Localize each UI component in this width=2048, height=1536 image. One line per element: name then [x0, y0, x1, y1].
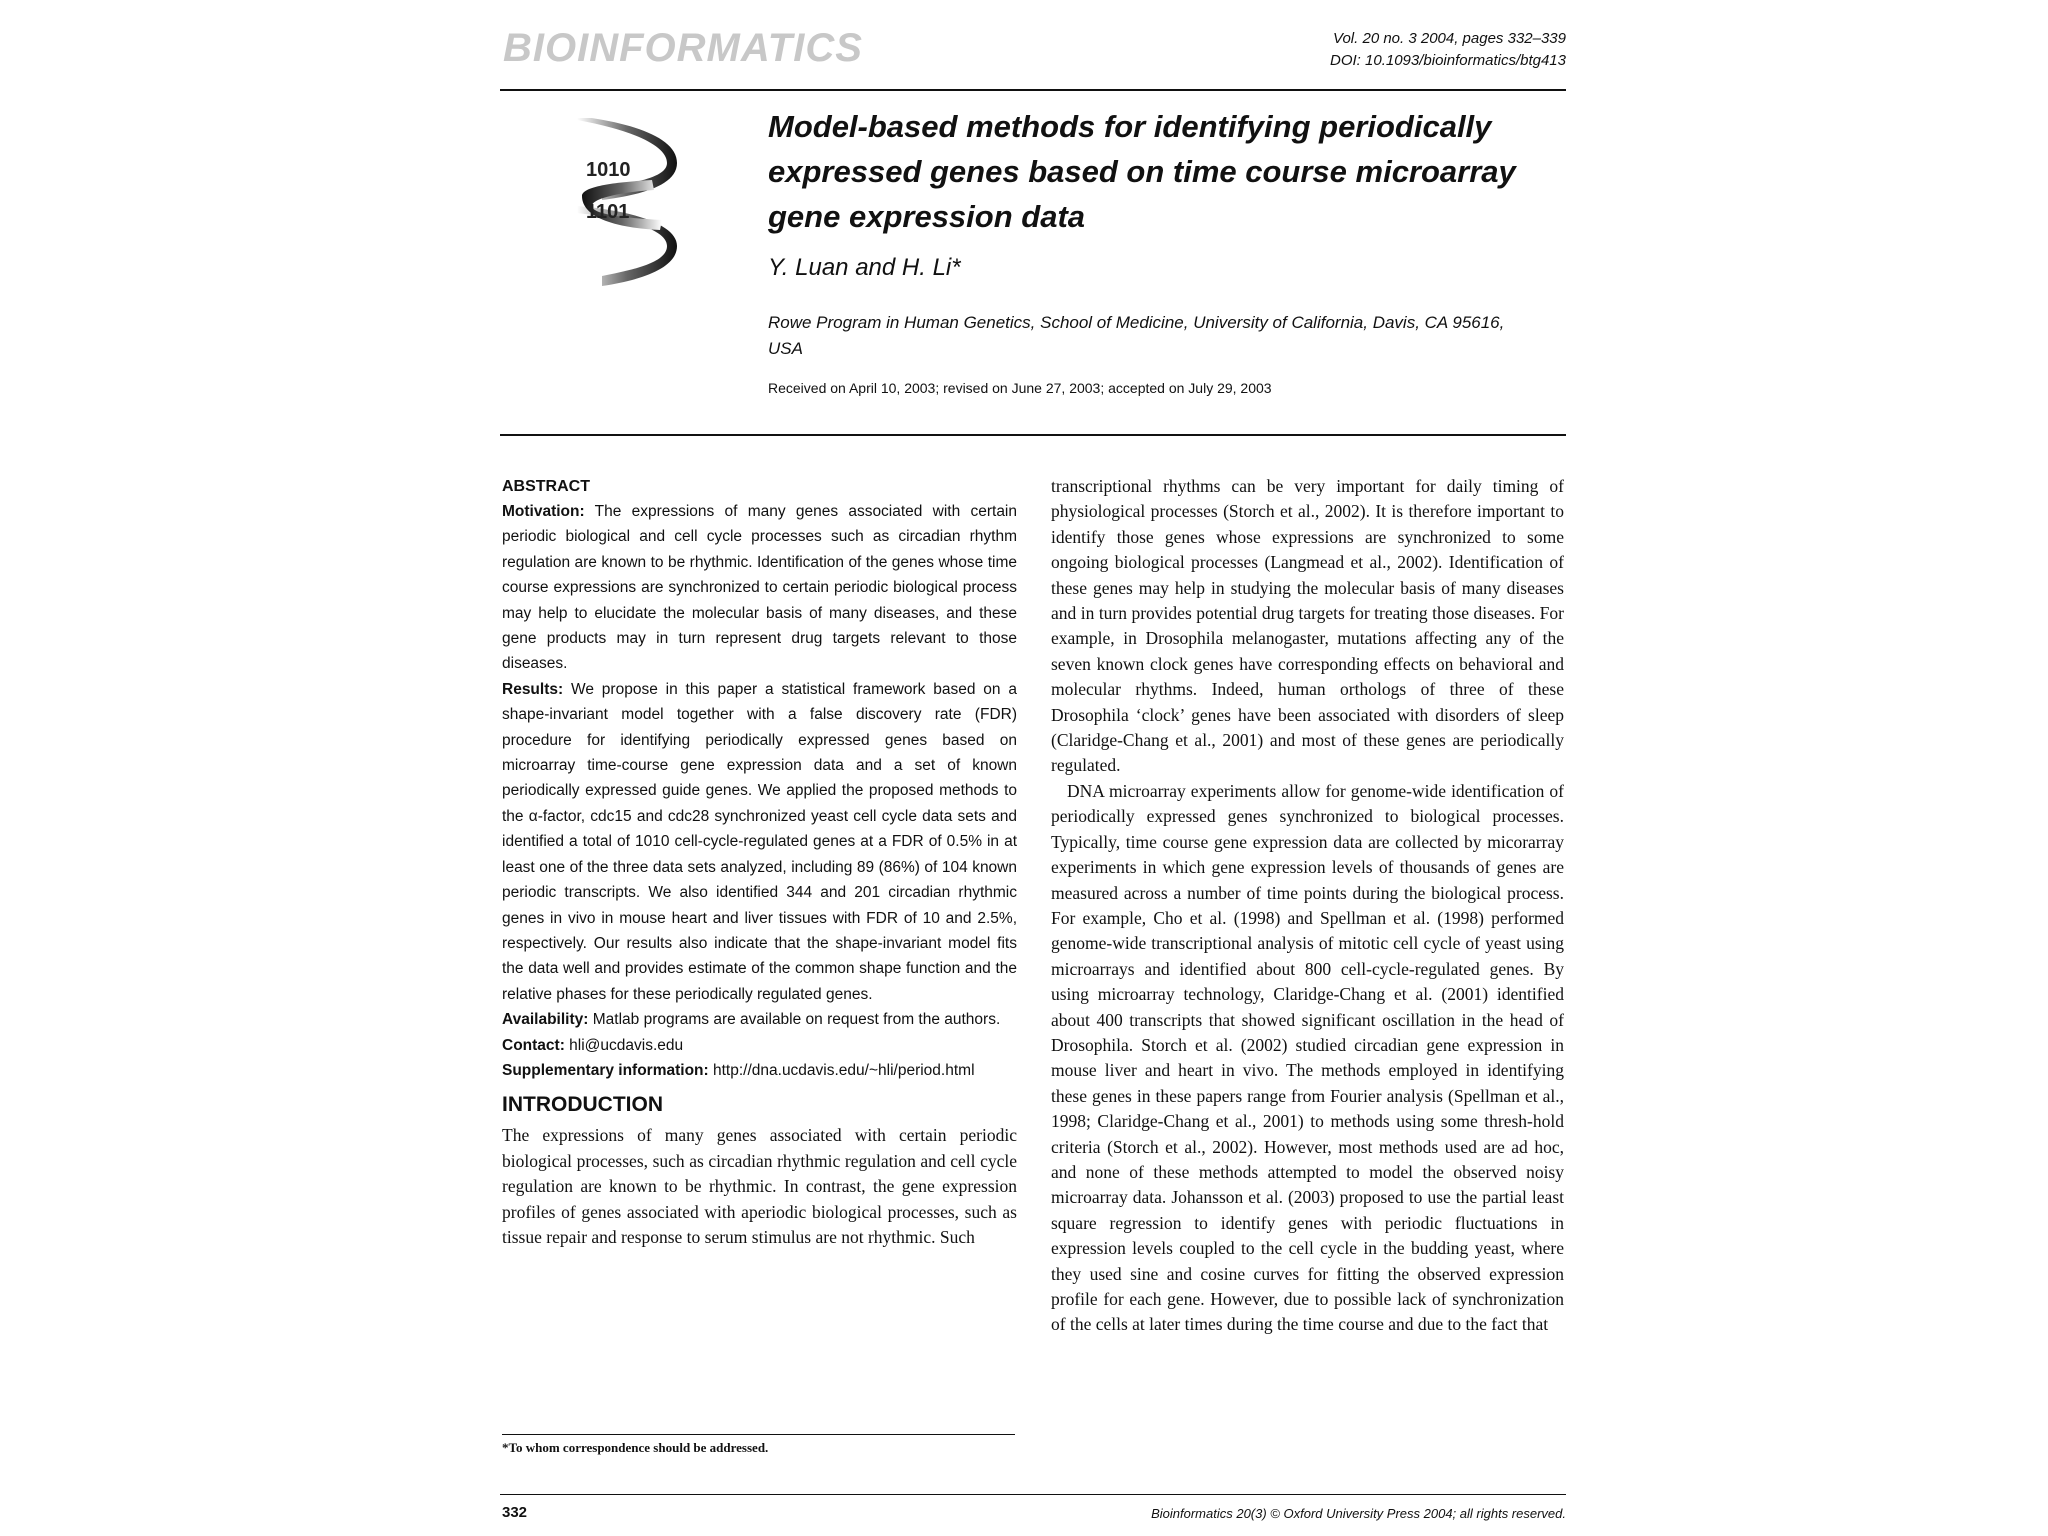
- contact-label: Contact:: [502, 1036, 565, 1054]
- title-rule: [500, 434, 1566, 436]
- author-affiliation: Rowe Program in Human Genetics, School of Medicine, University of California, Davis, CA 95616, USA: [768, 313, 1505, 358]
- availability-text: Matlab programs are available on request from the authors.: [592, 1011, 1001, 1029]
- contact-email[interactable]: hli@ucdavis.edu: [569, 1036, 684, 1054]
- abstract-availability: [502, 1007, 1017, 1032]
- availability-label: Availability:: [502, 1011, 589, 1029]
- supplementary-label: Supplementary information:: [502, 1061, 709, 1079]
- introduction-paragraph: The expressions of many genes associated with certain periodic biological processes, such as circadian rhythmic regulation and cell cycle regulation are known to be rhythmic. In contrast, the gene expression profiles of genes associated with aperiodic biological processes, such as tissue repair and response to serum stimulus are not rhythmic. Such: [502, 1125, 1017, 1247]
- right-paragraph-1: transcriptional rhythms can be very important for daily timing of physiological processes (Storch et al., 2002). It is therefore important to identify those genes whose expressions are synchronized to some ongoing biological processes (Langmead et al., 2002). Identification of these genes may help in studying the molecular basis of many diseases and in turn provides potential drug targets for treating those diseases. For example, in Drosophila melanogaster, mutations affecting any of the seven known clock genes have corresponding effects on behavioral and molecular rhythms. Indeed, human orthologs of three of these Drosophila ‘clock’ genes have been associated with disorders of sleep (Claridge-Chang et al., 2001) and most of these genes are periodically regulated.: [1051, 476, 1564, 776]
- abstract-heading: ABSTRACT: [502, 478, 590, 495]
- logo-binary-row1: 1010: [586, 159, 631, 181]
- doi-line: DOI: 10.1093/bioinformatics/btg413: [1330, 52, 1566, 69]
- right-column: [1051, 474, 1564, 1338]
- abstract: [502, 474, 1017, 1083]
- left-column: [502, 474, 1017, 1250]
- dna-helix-binary-icon: [572, 118, 682, 288]
- right-paragraph-2: DNA microarray experiments allow for genome-wide identification of periodically expressed genes synchronized to biological processes. Typically, time course gene expression data are collected by micorarray experiments in which gene expression levels of thousands of genes are measured across a number of time points during the biological process. For example, Cho et al. (1998) and Spellman et al. (1998) performed genome-wide transcriptional analysis of mitotic cell cycle of yeast using microarrays and identified about 800 cell-cycle-regulated genes. By using microarray technology, Claridge-Chang et al. (2001) identified about 400 transcripts that showed significant oscillation in the head of Drosophila. Storch et al. (2002) studied circadian gene expression in mouse liver and heart in vivo. The methods employed in identifying these genes in these papers range from Fourier analysis (Spellman et al., 1998; Claridge-Chang et al., 2001) to methods using some thresh-hold criteria (Storch et al., 2002). However, most methods used are ad hoc, and none of these methods attempted to model the observed noisy microarray data. Johansson et al. (2003) proposed to use the partial least square regression to identify genes with periodic fluctuations in expression levels coupled to the cell cycle in the budding yeast, where they used sine and cosine curves for fitting the observed expression profile for each gene. However, due to possible lack of synchronization of the cells at later times during the time course and due to the fact that: [1051, 780, 1564, 1335]
- abstract-contact: [502, 1033, 1017, 1058]
- journal-name: BIOINFORMATICS: [503, 26, 863, 70]
- introduction-body: [502, 1123, 1017, 1250]
- paper-page: [500, 0, 1566, 1536]
- footer-rule: [500, 1494, 1566, 1495]
- results-label: Results:: [502, 680, 564, 698]
- motivation-label: Motivation:: [502, 503, 585, 520]
- volume-info: [1330, 28, 1566, 72]
- copyright-line: Bioinformatics 20(3) © Oxford University Press 2004; all rights reserved.: [1151, 1506, 1566, 1521]
- results-text: We propose in this paper a statistical framework based on a shape-invariant model together with a false discovery rate (FDR) procedure for identifying periodically expressed genes based on microarray time-course gene expression data and a set of known periodically expressed guide genes. We applied the proposed methods to the α-factor, cdc15 and cdc28 synchronized yeast cell cycle data sets and identified a total of 1010 cell-cycle-regulated genes at a FDR of 0.5% in at least one of the three data sets analyzed, including 89 (86%) of 104 known periodic transcripts. We also identified 344 and 201 circadian rhythmic genes in vivo in mouse heart and liver tissues with FDR of 10 and 2.5%, respectively. Our results also indicate that the shape-invariant model fits the data well and provides estimate of the common shape function and the relative phases for these periodically regulated genes.: [502, 680, 1017, 1003]
- supplementary-link[interactable]: http://dna.ucdavis.edu/~hli/period.html: [713, 1061, 975, 1079]
- introduction-heading: INTRODUCTION: [502, 1093, 663, 1117]
- abstract-motivation: [502, 499, 1017, 677]
- logo-binary-row2: 1101: [586, 201, 630, 223]
- abstract-supplementary: [502, 1058, 1017, 1083]
- paper-authors: Y. Luan and H. Li*: [768, 254, 961, 281]
- abstract-results: [502, 677, 1017, 1007]
- correspondence-footnote: *To whom correspondence should be addressed.: [502, 1440, 769, 1455]
- page-number: 332: [502, 1504, 528, 1521]
- footnote-rule: [502, 1434, 1015, 1435]
- received-dates: Received on April 10, 2003; revised on June 27, 2003; accepted on July 29, 2003: [768, 380, 1272, 396]
- header-rule: [500, 89, 1566, 91]
- motivation-text: The expressions of many genes associated with certain periodic biological and cell cycle processes such as circadian rhythm regulation are known to be rhythmic. Identification of the genes whose time course expressions are synchronized to certain periodic biological process may help to elucidate the molecular basis of many diseases, and these gene products may in turn represent drug targets relevant to those diseases.: [502, 503, 1017, 673]
- volume-line: Vol. 20 no. 3 2004, pages 332–339: [1333, 30, 1566, 47]
- paper-title: Model-based methods for identifying periodically expressed genes based on time course microarray gene expression data: [768, 109, 1516, 234]
